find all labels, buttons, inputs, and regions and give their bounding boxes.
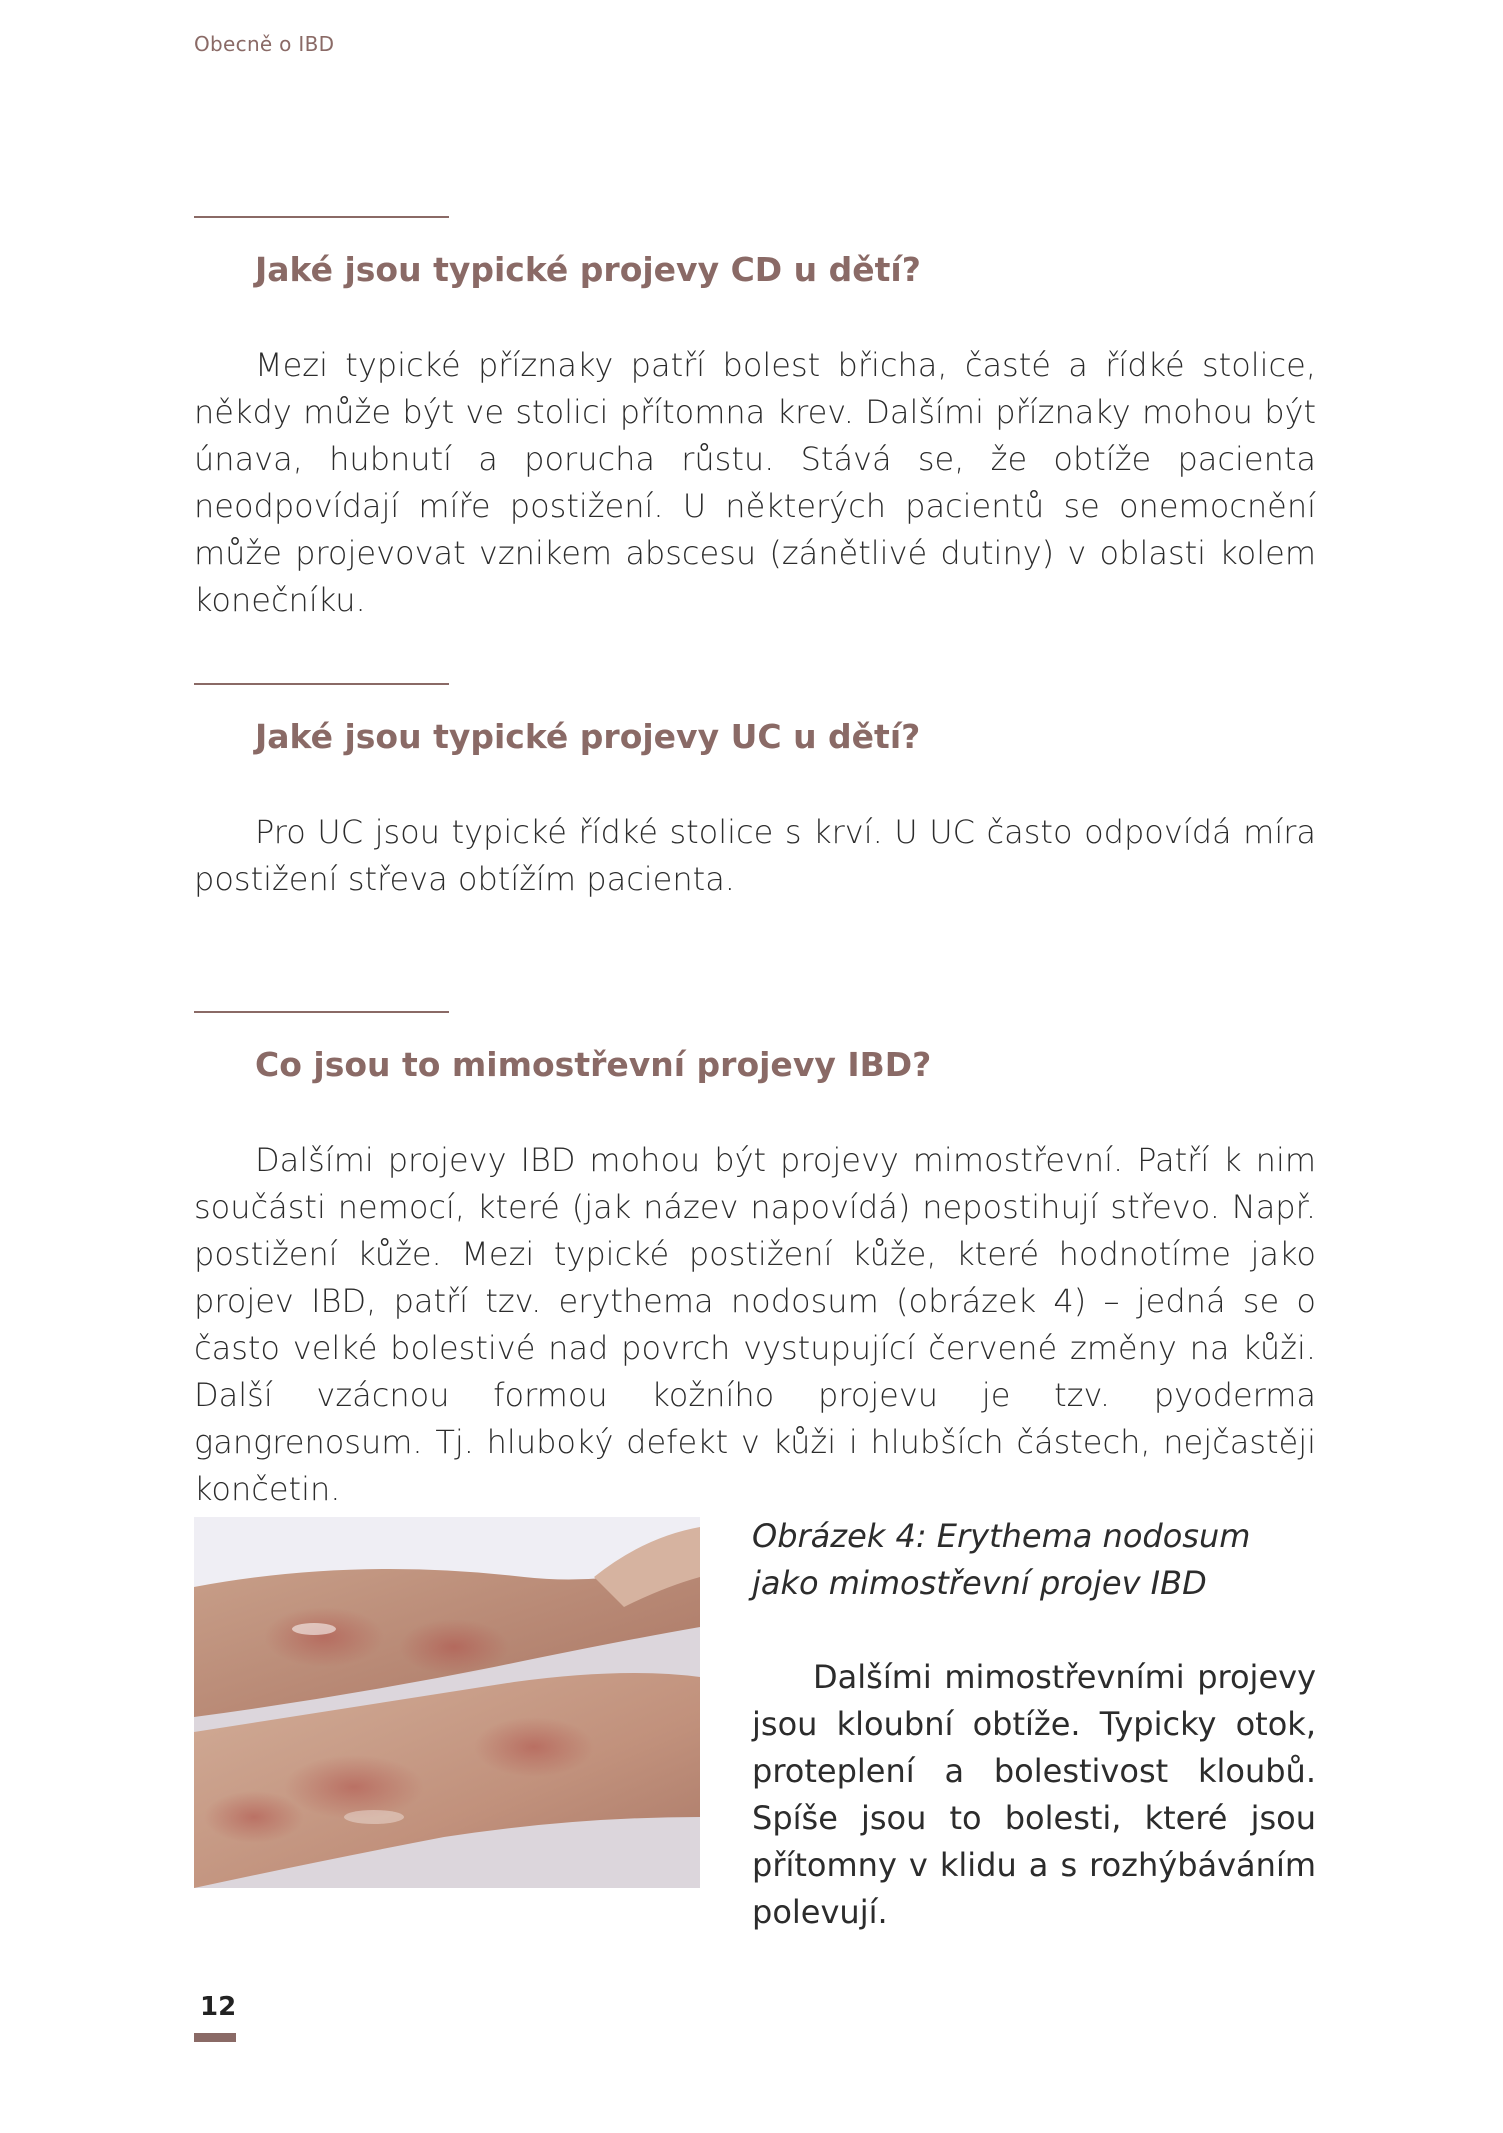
erythema-nodosum-photo xyxy=(194,1517,700,1888)
section-rule xyxy=(194,683,449,685)
page-number: 12 xyxy=(200,1992,237,2022)
section-rule xyxy=(194,1011,449,1013)
section-body: Pro UC jsou typické řídké stolice s krví. U UC často odpovídá míra postižení střeva obtížím pacienta. xyxy=(194,813,1316,898)
section-cd-symptoms xyxy=(194,216,1316,624)
figure-side-column xyxy=(752,1513,1316,1936)
section-body: Mezi typické příznaky patří bolest břicha, časté a řídké stolice, někdy může být ve stolici přítomna krev. Dalšími příznaky mohou být únava, hubnutí a porucha růstu. Stává se, že obtíže pacienta neodpovídají míře postižení. U některých pacientů se onemocnění může projevovat vznikem abscesu (zánětlivé dutiny) v oblasti kolem konečníku. xyxy=(194,346,1316,619)
running-header: Obecně o IBD xyxy=(194,32,335,56)
section-uc-symptoms xyxy=(194,683,1316,903)
legs-illustration xyxy=(194,1517,700,1888)
page-number-bar xyxy=(194,2033,236,2042)
figure-caption: Obrázek 4: Erythema nodosum jako mimostřevní projev IBD xyxy=(752,1517,1251,1602)
section-extraintestinal xyxy=(194,1011,1316,1513)
figure-side-text: Dalšími mimostřevními projevy jsou kloubní obtíže. Typicky otok, proteplení a bolestivost kloubů. Spíše jsou to bolesti, které jsou přítomny v klidu a s rozhýbáváním polevují. xyxy=(752,1658,1316,1931)
section-body: Dalšími projevy IBD mohou být projevy mimostřevní. Patří k nim součásti nemocí, které (jak název napovídá) nepostihují střevo. Např. postižení kůže. Mezi typické postižení kůže, které hodnotíme jako projev IBD, patří tzv. erythema nodosum (obrázek 4) – jedná se o často velké bolestivé nad povrch vystupující červené změny na kůži. Další vzácnou formou kožního projevu je tzv. pyoderma gangrenosum. Tj. hluboký defekt v kůži i hlubších částech, nejčastěji končetin. xyxy=(194,1141,1316,1508)
section-heading: Co jsou to mimostřevní projevy IBD? xyxy=(255,1045,932,1084)
section-rule xyxy=(194,216,449,218)
section-heading: Jaké jsou typické projevy UC u dětí? xyxy=(255,717,921,756)
section-heading: Jaké jsou typické projevy CD u dětí? xyxy=(255,250,921,289)
